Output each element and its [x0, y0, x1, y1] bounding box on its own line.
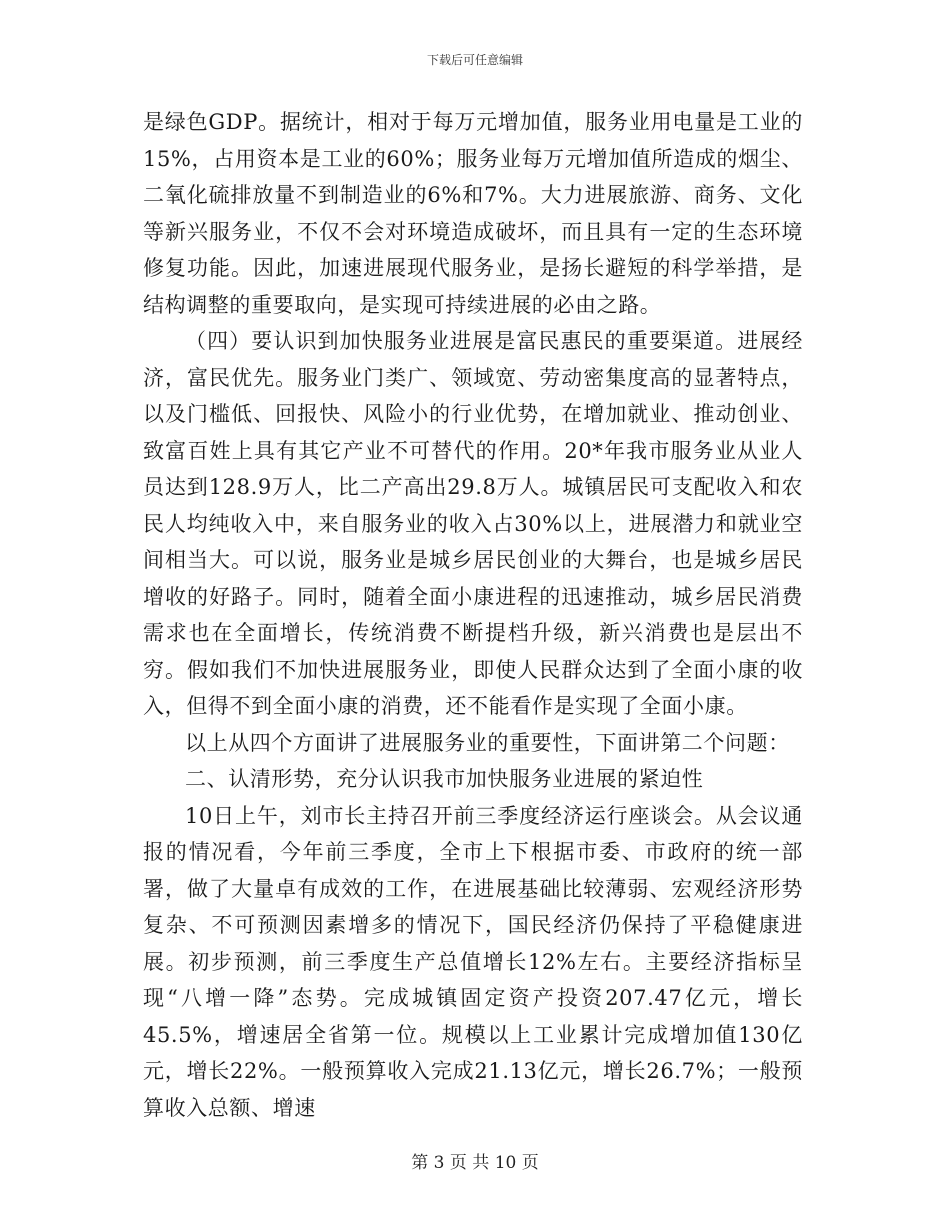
paragraph-green-gdp: 是绿色GDP。据统计，相对于每万元增加值，服务业用电量是工业的15%，占用资本是工业的60%；服务业每万元增加值所造成的烟尘、二氧化硫排放量不到制造业的6%和7%。大力进展旅游、商务、文化等新兴服务业，不仅不会对环境造成破坏，而且具有一定的生态环境修复功能。因此，加速进展现代服务业，是扬长避短的科学举措，是结构调整的重要取向，是实现可持续进展的必由之路。 — [143, 110, 803, 317]
paragraph-enrich-people: （四）要认识到加快服务业进展是富民惠民的重要渠道。进展经济，富民优先。服务业门类广、领域宽、劳动密集度高的显著特点，以及门槛低、回报快、风险小的行业优势，在增加就业、推动创业、致富百姓上具有其它产业不可替代的作用。20*年我市服务业从业人员达到128.9万人，比二产高出29.8万人。城镇居民可支配收入和农民人均纯收入中，来自服务业的收入占30%以上，进展潜力和就业空间相当大。可以说，服务业是城乡居民创业的大舞台，也是城乡居民增收的好路子。同时，随着全面小康进程的迅速推动，城乡居民消费需求也在全面增长，传统消费不断提档升级，新兴消费也是层出不穷。假如我们不加快进展服务业，即使人民群众达到了全面小康的收入，但得不到全面小康的消费，还不能看作是实现了全面小康。 — [143, 329, 803, 718]
section-heading-two: 二、认清形势，充分认识我市加快服务业进展的紧迫性 — [185, 767, 704, 791]
paragraph-transition: 以上从四个方面讲了进展服务业的重要性，下面讲第二个问题： — [185, 730, 790, 755]
page-footer: 第 3 页 共 10 页 — [411, 1153, 539, 1173]
page-header: 下载后可任意编辑 — [426, 53, 523, 67]
document-body — [143, 104, 803, 1126]
paragraph-economic-situation: 10日上午，刘市长主持召开前三季度经济运行座谈会。从会议通报的情况看，今年前三季度，全市上下根据市委、市政府的统一部署，做了大量卓有成效的工作，在进展基础比较薄弱、宏观经济形势复杂、不可预测因素增多的情况下，国民经济仍保持了平稳健康进展。初步预测，前三季度生产总值增长12%左右。主要经济指标呈现“八增一降”态势。完成城镇固定资产投资207.47亿元，增长45.5%，增速居全省第一位。规模以上工业累计完成增加值130亿元，增长22%。一般预算收入完成21.13亿元，增长26.7%；一般预算收入总额、增速 — [143, 803, 803, 1120]
